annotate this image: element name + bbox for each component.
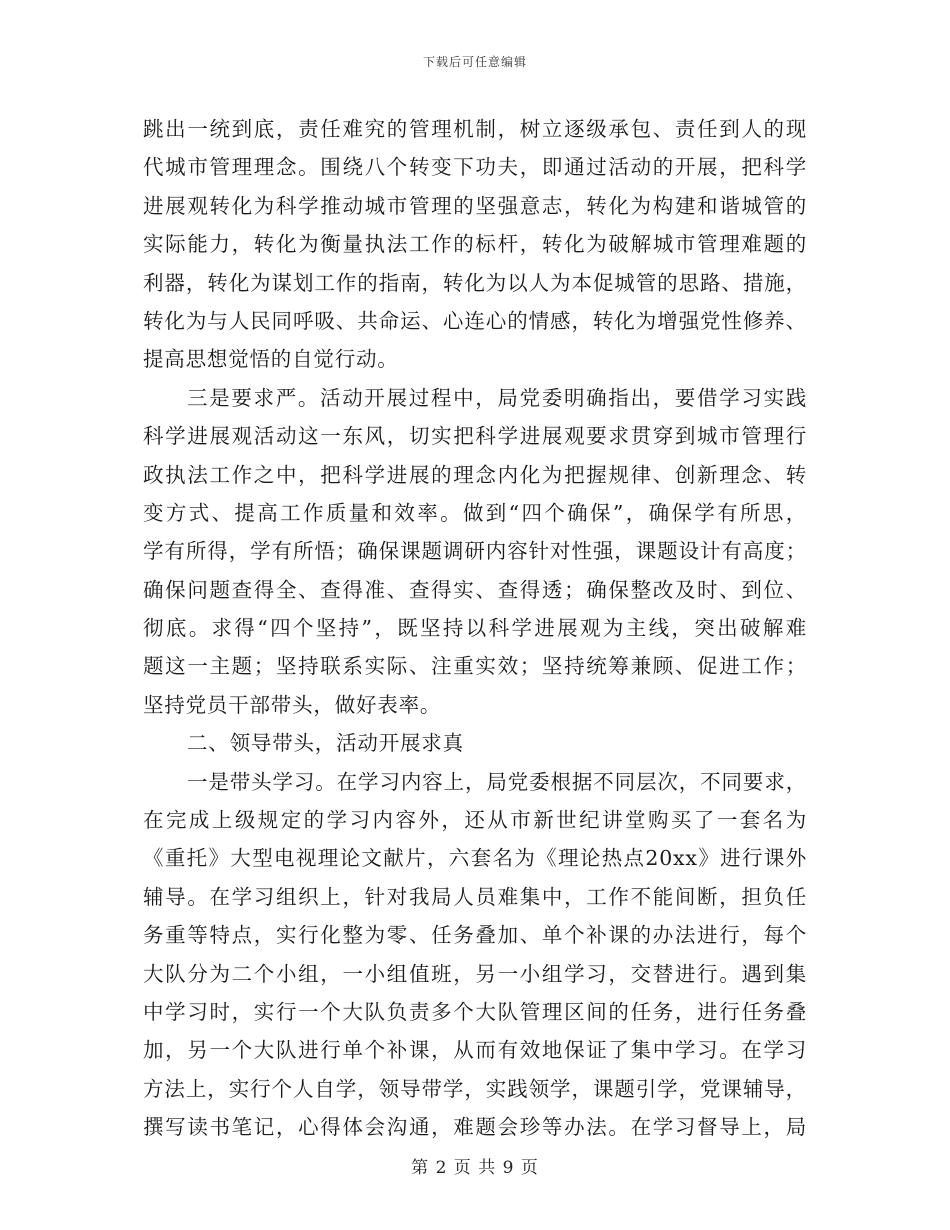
text-line: 科学进展观活动这一东风，切实把科学进展观要求贯穿到城市管理行	[143, 424, 807, 449]
text-line: 进展观转化为科学推动城市管理的坚强意志，转化为构建和谐城管的	[143, 193, 807, 218]
text-line: 方法上，实行个人自学，领导带学，实践领学，课题引学，党课辅导，	[143, 1076, 807, 1101]
text-line: 学有所得，学有所悟；确保课题调研内容针对性强，课题设计有高度；	[143, 539, 807, 564]
text-line: 撰写读书笔记，心得体会沟通，难题会珍等办法。在学习督导上，局	[143, 1115, 807, 1140]
page-footer: 第 2 页 共 9 页	[411, 1158, 539, 1178]
text-line: 确保问题查得全、查得准、查得实、查得透；确保整改及时、到位、	[143, 577, 807, 602]
text-line: 大队分为二个小组，一小组值班，另一小组学习，交替进行。遇到集	[143, 961, 807, 986]
text-line: 辅导。在学习组织上，针对我局人员难集中，工作不能间断，担负任	[143, 884, 807, 909]
paragraph-first-line: 三是要求严。活动开展过程中，局党委明确指出，要借学习实践	[187, 385, 807, 410]
text-line: 加，另一个大队进行单个补课，从而有效地保证了集中学习。在学习	[143, 1038, 807, 1063]
paragraph-first-line: 一是带头学习。在学习内容上，局党委根据不同层次，不同要求，	[187, 769, 807, 794]
text-line: 变方式、提高工作质量和效率。做到“四个确保”，确保学有所思，	[143, 500, 807, 525]
text-line: 中学习时，实行一个大队负责多个大队管理区间的任务，进行任务叠	[143, 999, 807, 1024]
text-line: 跳出一统到底，责任难究的管理机制，树立逐级承包、责任到人的现	[143, 117, 807, 141]
text-line: 利器，转化为谋划工作的指南，转化为以人为本促城管的思路、措施，	[143, 270, 807, 295]
text-line: 政执法工作之中，把科学进展的理念内化为把握规律、创新理念、转	[143, 462, 807, 487]
page-header: 下载后可任意编辑	[422, 55, 527, 69]
text-line: 坚持党员干部带头，做好表率。	[143, 692, 442, 717]
text-line: 《重托》大型电视理论文献片，六套名为《理论热点20xx》进行课外	[143, 846, 807, 871]
body-text	[143, 110, 807, 1147]
text-line: 实际能力，转化为衡量执法工作的标杆，转化为破解城市管理难题的	[143, 232, 807, 257]
text-line: 代城市管理理念。围绕八个转变下功夫，即通过活动的开展，把科学	[143, 155, 807, 180]
text-line: 题这一主题；坚持联系实际、注重实效；坚持统筹兼顾、促进工作；	[143, 654, 807, 679]
text-line: 务重等特点，实行化整为零、任务叠加、单个补课的办法进行，每个	[143, 923, 807, 948]
text-line: 在完成上级规定的学习内容外，还从市新世纪讲堂购买了一套名为	[143, 808, 807, 833]
text-line: 提高思想觉悟的自觉行动。	[143, 347, 399, 372]
text-line: 转化为与人民同呼吸、共命运、心连心的情感，转化为增强党性修养、	[143, 308, 807, 333]
text-line: 彻底。求得“四个坚持”，既坚持以科学进展观为主线，突出破解难	[143, 616, 807, 641]
section-heading: 二、领导带头，活动开展求真	[187, 731, 464, 756]
